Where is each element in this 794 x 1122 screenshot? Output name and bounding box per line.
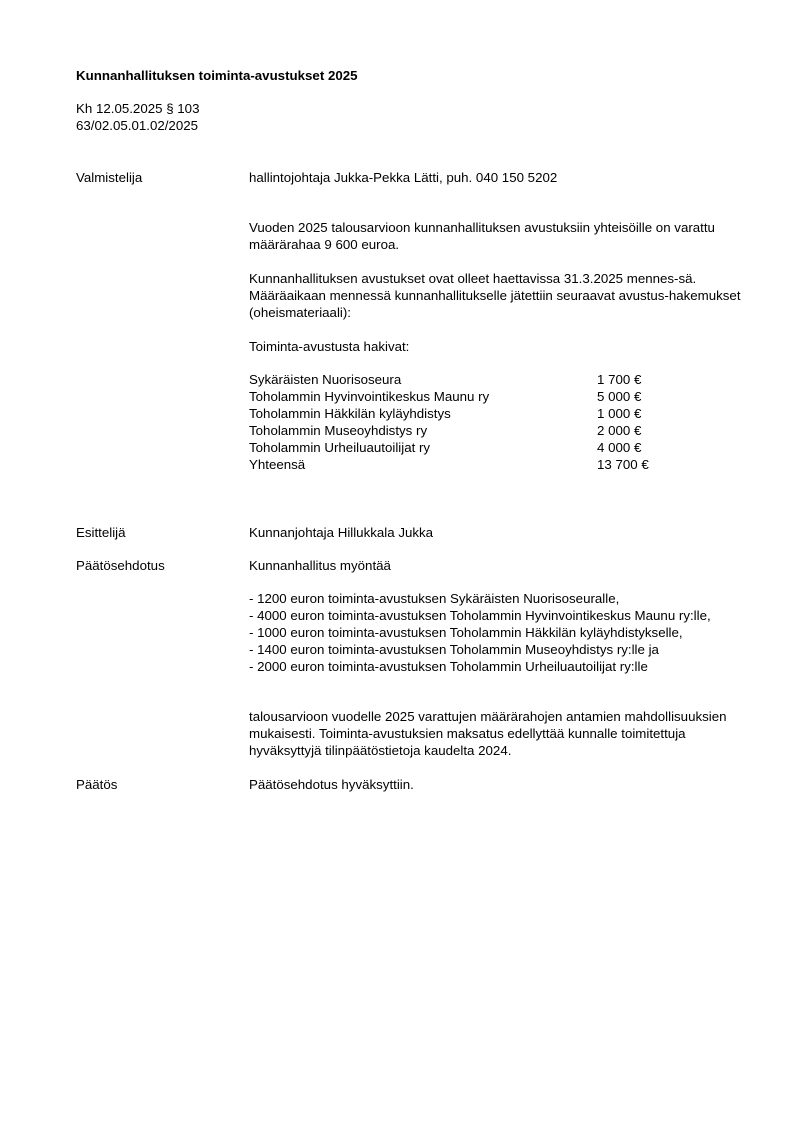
table-row <box>249 422 669 439</box>
budget-paragraph: Vuoden 2025 talousarvioon kunnanhallituksen avustuksiin yhteisöille on varattu määrärahaa 9 600 euroa. <box>249 220 715 252</box>
total-amount: 13 700 € <box>597 457 649 472</box>
record-id: 63/02.05.01.02/2025 <box>76 118 199 133</box>
table-total-row <box>249 456 669 473</box>
applicant-amount: 4 000 € <box>597 440 642 455</box>
applicant-amount: 5 000 € <box>597 389 642 404</box>
grant-list <box>249 590 741 675</box>
proposal-closing: talousarvioon vuodelle 2025 varattujen määrärahojen antamien mahdollisuuksien mukaisesti. Toiminta-avustuksien maksatus edellyttää kunnalle toimitettuja hyväksyttyjä tilinpäätöstietoja kaudelta 2024. <box>249 709 727 758</box>
list-item: - 1400 euron toiminta-avustuksen Toholammin Museoyhdistys ry:lle ja <box>249 642 659 657</box>
presenter-value: Kunnanjohtaja Hillukkala Jukka <box>249 525 434 540</box>
proposal-intro: Kunnanhallitus myöntää <box>249 558 391 573</box>
proposal-label: Päätösehdotus <box>76 558 165 573</box>
table-row <box>249 371 669 388</box>
application-paragraph: Kunnanhallituksen avustukset ovat olleet haettavissa 31.3.2025 mennes-sä. Määräaikaan mennessä kunnanhallitukselle jätettiin seuraavat avustus-hakemukset (oheismateriaali): <box>249 271 741 320</box>
applicant-name: Sykäräisten Nuorisoseura <box>249 372 402 387</box>
applicant-name: Toholammin Museoyhdistys ry <box>249 423 428 438</box>
list-item: - 4000 euron toiminta-avustuksen Toholammin Hyvinvointikeskus Maunu ry:lle, <box>249 608 711 623</box>
table-row <box>249 388 669 405</box>
table-row <box>249 405 669 422</box>
table-row <box>249 439 669 456</box>
applicant-name: Toholammin Urheiluautoilijat ry <box>249 440 431 455</box>
applicant-amount: 2 000 € <box>597 423 642 438</box>
preparer-value: hallintojohtaja Jukka-Pekka Lätti, puh. 040 150 5202 <box>249 170 558 185</box>
applicant-amount: 1 700 € <box>597 372 642 387</box>
list-item: - 2000 euron toiminta-avustuksen Toholammin Urheiluautoilijat ry:lle <box>249 659 648 674</box>
decision-value: Päätösehdotus hyväksyttiin. <box>249 777 414 792</box>
applicants-heading: Toiminta-avustusta hakivat: <box>249 339 410 354</box>
applicant-name: Toholammin Hyvinvointikeskus Maunu ry <box>249 389 490 404</box>
meeting-reference: Kh 12.05.2025 § 103 <box>76 101 200 116</box>
list-item: - 1000 euron toiminta-avustuksen Toholammin Häkkilän kyläyhdistykselle, <box>249 625 683 640</box>
document-title: Kunnanhallituksen toiminta-avustukset 2025 <box>76 68 358 83</box>
presenter-label: Esittelijä <box>76 525 126 540</box>
applicant-amount: 1 000 € <box>597 406 642 421</box>
decision-label: Päätös <box>76 777 118 792</box>
list-item: - 1200 euron toiminta-avustuksen Sykäräisten Nuorisoseuralle, <box>249 591 620 606</box>
total-label: Yhteensä <box>249 457 306 472</box>
preparer-label: Valmistelija <box>76 170 143 185</box>
applicant-name: Toholammin Häkkilän kyläyhdistys <box>249 406 451 421</box>
